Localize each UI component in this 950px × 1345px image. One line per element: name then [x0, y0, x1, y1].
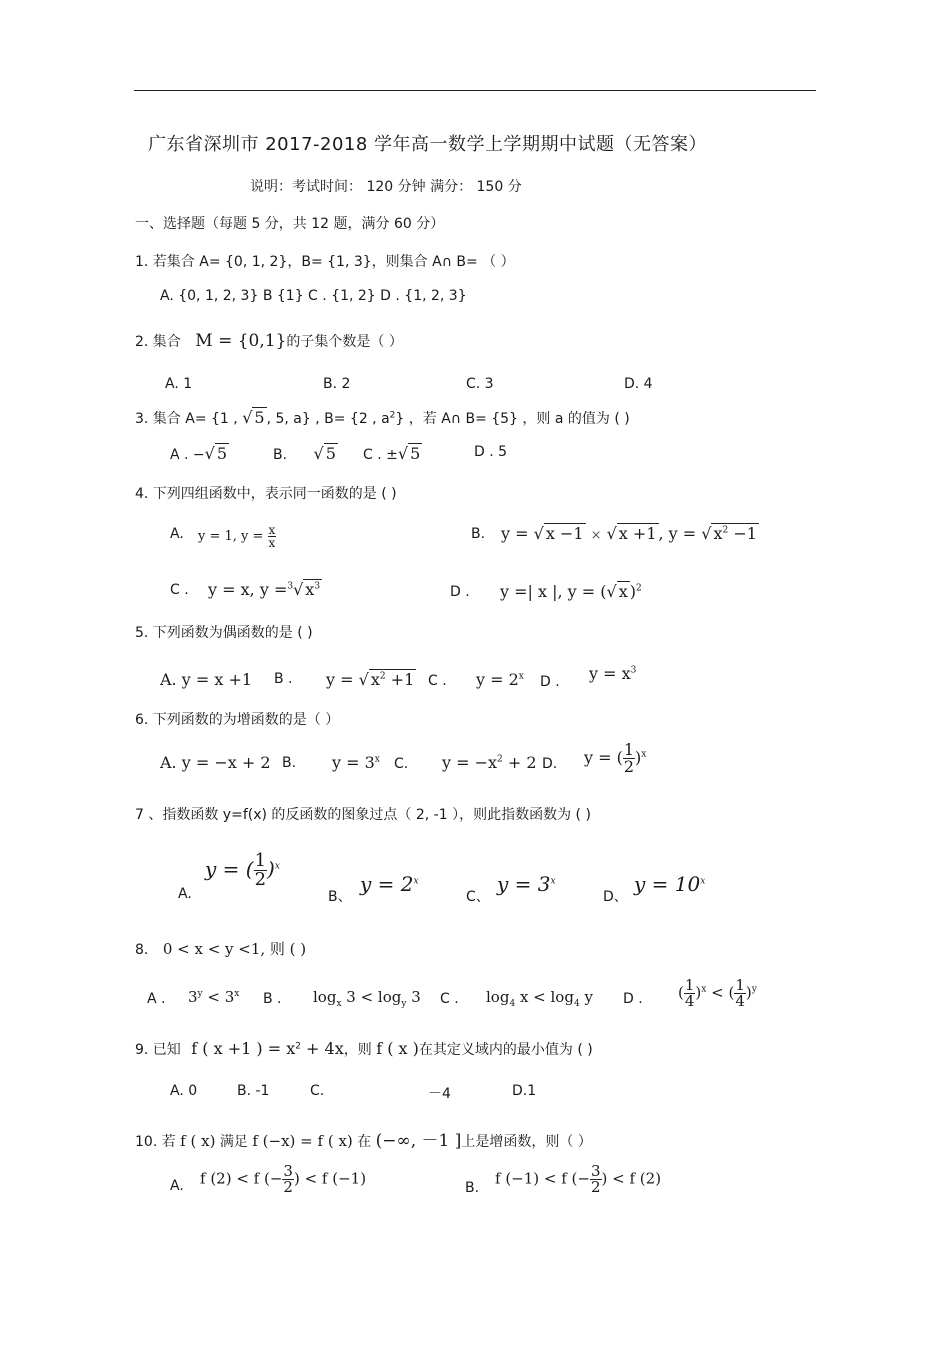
- question-1-options: A. {0, 1, 2, 3} B {1} C . {1, 2} D . {1, 2, 3}: [160, 288, 467, 304]
- question-8-option-b: $\log_x 3 < \log_y 3$: [313, 988, 421, 1009]
- question-7-option-a: y = ( $\frac{1}{2}$ )$^x$: [205, 850, 280, 890]
- question-8-option-c: $\log_4 x < \log_4 y$: [486, 988, 593, 1009]
- question-6-option-d-label: D.: [542, 756, 558, 772]
- question-1-stem: 1. 若集合 A= {0, 1, 2}，B= {1, 3}，则集合 A∩ B= （ ）: [135, 254, 515, 270]
- question-10-option-a: f (2) < f (− $\frac{3}{2}$ ) < f (−1): [200, 1162, 367, 1196]
- question-8-option-d-label: D .: [623, 991, 643, 1007]
- question-9-option-b: B. -1: [237, 1083, 270, 1099]
- question-8-option-c-label: C .: [440, 991, 459, 1007]
- question-7-option-d-label: D、: [603, 889, 628, 905]
- question-6-option-b-label: B.: [282, 755, 297, 771]
- question-9-stem: 9. 已知 f ( x +1 ) = $x^2 + 4x$，则 f ( x )在其定义域内的最小值为 ( ): [135, 1039, 593, 1058]
- question-8-option-d: ( $\frac{1}{4}$ )$^x$ < ( $\frac{1}{4}$ )$^y$: [678, 976, 757, 1010]
- question-3-option-d: D . 5: [474, 444, 508, 460]
- question-5-option-b-label: B .: [274, 671, 293, 687]
- question-7-option-b-label: B、: [328, 889, 352, 905]
- question-7-option-d: $y = 10^x$: [634, 872, 706, 896]
- question-2-option-b: B. 2: [323, 376, 351, 392]
- question-2-stem: 2. 集合 M = {0,1}的子集个数是（ ）: [135, 331, 403, 351]
- question-7-option-c-label: C、: [466, 889, 490, 905]
- question-6-stem: 6. 下列函数的为增函数的是（ ）: [135, 712, 340, 728]
- question-2-option-d: D. 4: [624, 376, 653, 392]
- question-9-option-d: D.1: [512, 1083, 537, 1099]
- question-6-option-c-label: C.: [394, 756, 409, 772]
- question-8-option-a: $3^y < 3^x$: [188, 988, 240, 1006]
- question-2-option-c: C. 3: [466, 376, 494, 392]
- question-10-option-b: f (−1) < f (− $\frac{3}{2}$ ) < f (2): [495, 1162, 662, 1196]
- question-2-option-a: A. 1: [165, 376, 193, 392]
- question-4-option-b-label: B.: [471, 526, 486, 542]
- question-9-option-a: A. 0: [170, 1083, 198, 1099]
- question-6-option-a: A. y = −x + 2: [160, 753, 271, 772]
- question-6-option-b: $y = 3^x$: [332, 753, 380, 772]
- question-3-option-c: C . ±√ 5: [363, 444, 421, 463]
- question-5-option-b: y = √ $x^2 +1$: [326, 670, 415, 689]
- question-5-stem: 5. 下列函数为偶函数的是 ( ): [135, 625, 313, 641]
- question-3-option-a: A . −√ 5: [170, 444, 228, 463]
- question-6-option-c: $y = -x^2 + 2$: [442, 753, 537, 772]
- question-7-option-c: $y = 3^x$: [497, 872, 556, 896]
- top-rule: [134, 90, 816, 91]
- question-4-stem: 4. 下列四组函数中，表示同一函数的是 ( ): [135, 486, 397, 502]
- question-8-option-b-label: B .: [263, 991, 282, 1007]
- question-5-option-d-label: D .: [540, 674, 560, 690]
- question-3-stem: 3. 集合 A= {1 , √ 5 , 5, a} , B= {2 , $a^2$} ，若 A∩ B= {5} ，则 a 的值为 ( ): [135, 408, 630, 427]
- question-4-option-d-label: D .: [450, 584, 470, 600]
- question-7-option-b: $y = 2^x$: [360, 872, 419, 896]
- question-9-option-c-value: －4: [428, 1086, 451, 1102]
- question-4-option-d: y =| x |, y = (√ x )$^2$: [500, 582, 642, 601]
- question-4-option-b: y = √ x −1 × √ x +1 , y = √ $x^2 -1$: [501, 524, 757, 543]
- question-7-option-a-label: A.: [178, 886, 192, 902]
- exam-title: 广东省深圳市 2017-2018 学年高一数学上学期期中试题（无答案）: [148, 134, 708, 155]
- question-5-option-c-label: C .: [428, 673, 447, 689]
- question-4-option-c-label: C .: [170, 582, 189, 598]
- question-10-option-a-label: A.: [170, 1178, 184, 1194]
- question-8-stem: 8. 0 < x < y <1, 则 ( ): [135, 940, 307, 958]
- question-6-option-d: y = ( $\frac{1}{2}$ )$^x$: [584, 740, 647, 776]
- question-4-option-a-label: A.: [170, 526, 184, 542]
- question-10-option-b-label: B.: [465, 1180, 480, 1196]
- question-5-option-d: $y = x^3$: [589, 664, 637, 683]
- question-5-option-a: A. y = x +1: [160, 670, 253, 689]
- question-4-option-c: y = x, y =$^3$√ $x^3$: [208, 580, 321, 599]
- question-4-option-a: y = 1, y = $\frac{x}{x}$: [198, 523, 276, 550]
- question-8-option-a-label: A .: [147, 991, 166, 1007]
- question-9-option-c-label: C.: [310, 1083, 325, 1099]
- question-5-option-c: $y = 2^x$: [476, 670, 524, 689]
- exam-note: 说明：考试时间： 120 分钟 满分： 150 分: [250, 179, 522, 195]
- question-10-stem: 10. 若 f ( x) 满足 f (−x) = f ( x) 在 (−∞, －1 ]上是增函数，则（ ）: [135, 1131, 592, 1151]
- section-heading: 一、选择题（每题 5 分，共 12 题，满分 60 分）: [135, 216, 445, 232]
- question-7-stem: 7 、指数函数 y=f(x) 的反函数的图象过点（ 2, -1 ），则此指数函数为 ( ): [135, 807, 591, 823]
- question-3-option-b: B. √ 5: [273, 444, 336, 463]
